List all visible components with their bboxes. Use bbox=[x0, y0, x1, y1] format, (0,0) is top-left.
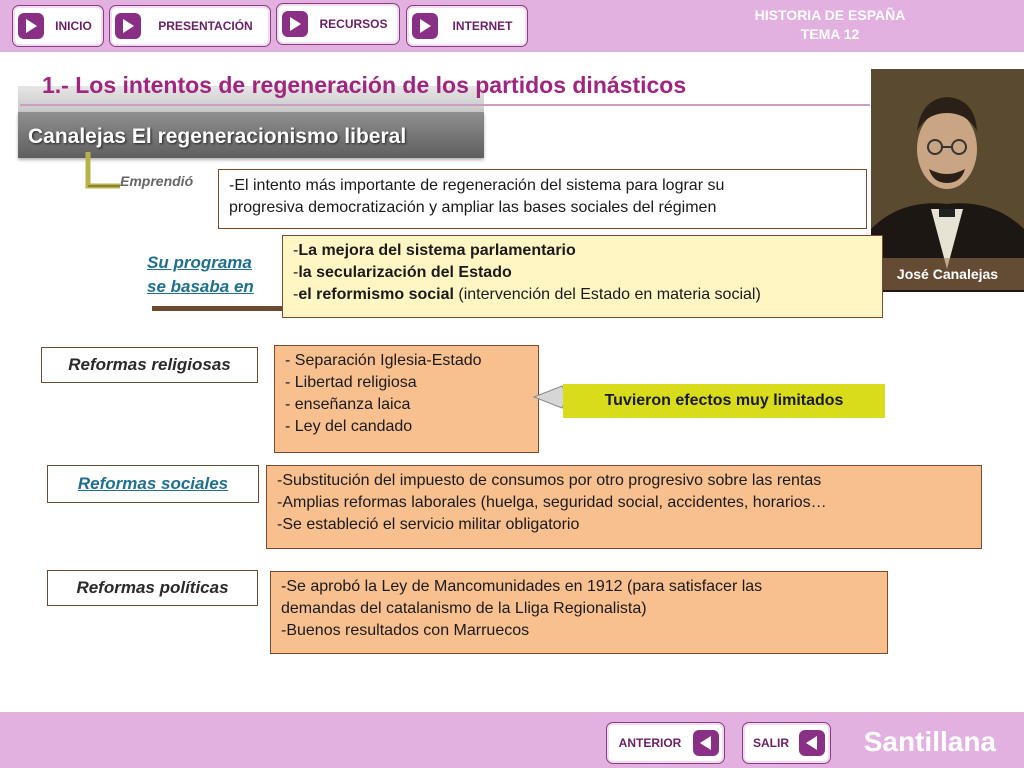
nav-internet-button[interactable] bbox=[406, 5, 528, 47]
programa-box bbox=[282, 235, 883, 318]
text-line: -Se estableció el servicio militar obligatorio bbox=[277, 516, 580, 533]
emprendio-label: Emprendió bbox=[120, 173, 194, 189]
text-line: -Se aprobó la Ley de Mancomunidades en 1912 (para satisfacer las bbox=[281, 578, 763, 595]
programa-item: -el reformismo social (intervención del Estado en materia social) bbox=[293, 286, 761, 303]
page-title: 1.- Los intentos de regeneración de los partidos dinásticos bbox=[42, 72, 687, 98]
portrait-caption: José Canalejas bbox=[871, 258, 1024, 290]
nav-inicio-button[interactable] bbox=[12, 5, 104, 47]
religiosas-box bbox=[274, 345, 539, 453]
brand-logo: Santillana bbox=[863, 726, 996, 757]
anterior-button[interactable] bbox=[606, 722, 725, 764]
back-arrow-icon bbox=[693, 730, 719, 756]
salir-label: SALIR bbox=[753, 736, 789, 750]
section-title: Canalejas El regeneracionismo liberal bbox=[28, 125, 407, 148]
text-line: -El intento más importante de regeneración del sistema para lograr su bbox=[229, 177, 725, 194]
salir-button[interactable] bbox=[742, 722, 831, 764]
programa-item-bold: la secularización del Estado bbox=[298, 264, 512, 281]
text-line: -Buenos resultados con Marruecos bbox=[281, 622, 530, 639]
text-line: - Libertad religiosa bbox=[285, 374, 417, 391]
subject-heading bbox=[730, 6, 930, 44]
text-line: progresiva democratización y ampliar las bases sociales del régimen bbox=[229, 199, 717, 216]
play-icon bbox=[115, 13, 141, 39]
sociales-box bbox=[266, 465, 982, 549]
connector-line bbox=[152, 306, 284, 311]
text-line: - Separación Iglesia-Estado bbox=[285, 352, 482, 369]
emprendio-box bbox=[218, 169, 867, 229]
back-arrow-icon bbox=[799, 730, 825, 756]
programa-link[interactable] bbox=[147, 251, 254, 299]
programa-label-line: Su programa bbox=[147, 253, 252, 272]
nav-presentacion-button[interactable] bbox=[109, 5, 271, 47]
reformas-sociales-link[interactable]: Reformas sociales bbox=[47, 465, 259, 503]
play-icon bbox=[412, 13, 438, 39]
programa-item-bold: La mejora del sistema parlamentario bbox=[298, 242, 576, 259]
play-icon bbox=[282, 11, 308, 37]
text-line: - Ley del candado bbox=[285, 418, 413, 435]
nav-label: INTERNET bbox=[452, 19, 513, 33]
text-line: demandas del catalanismo de la Lliga Regionalista) bbox=[281, 600, 647, 617]
anterior-label: ANTERIOR bbox=[618, 736, 682, 750]
nav-label: INICIO bbox=[55, 19, 92, 33]
programa-item-bold: el reformismo social bbox=[298, 286, 454, 303]
nav-recursos-button[interactable] bbox=[276, 3, 400, 45]
politicas-box bbox=[270, 571, 888, 654]
programa-item: -la secularización del Estado bbox=[293, 264, 512, 281]
connector-arrow-icon bbox=[80, 150, 124, 198]
reformas-politicas-label: Reformas políticas bbox=[47, 570, 258, 606]
programa-label-line: se basaba en bbox=[147, 277, 254, 296]
title-underline bbox=[20, 104, 870, 106]
subject-line: HISTORIA DE ESPAÑA bbox=[754, 7, 906, 23]
text-line: -Amplias reformas laborales (huelga, seguridad social, accidentes, horarios… bbox=[277, 494, 827, 511]
text-line: - enseñanza laica bbox=[285, 396, 411, 413]
nav-label: PRESENTACIÓN bbox=[158, 19, 253, 33]
nav-label: RECURSOS bbox=[319, 17, 388, 31]
subject-line: TEMA 12 bbox=[800, 26, 860, 42]
text-line: -Substitución del impuesto de consumos por otro progresivo sobre las rentas bbox=[277, 472, 822, 489]
reformas-religiosas-label: Reformas religiosas bbox=[41, 347, 258, 383]
effects-badge: Tuvieron efectos muy limitados bbox=[563, 384, 885, 418]
programa-item-rest: (intervención del Estado en materia social) bbox=[453, 286, 761, 303]
play-icon bbox=[18, 13, 44, 39]
programa-item: -La mejora del sistema parlamentario bbox=[293, 242, 576, 259]
